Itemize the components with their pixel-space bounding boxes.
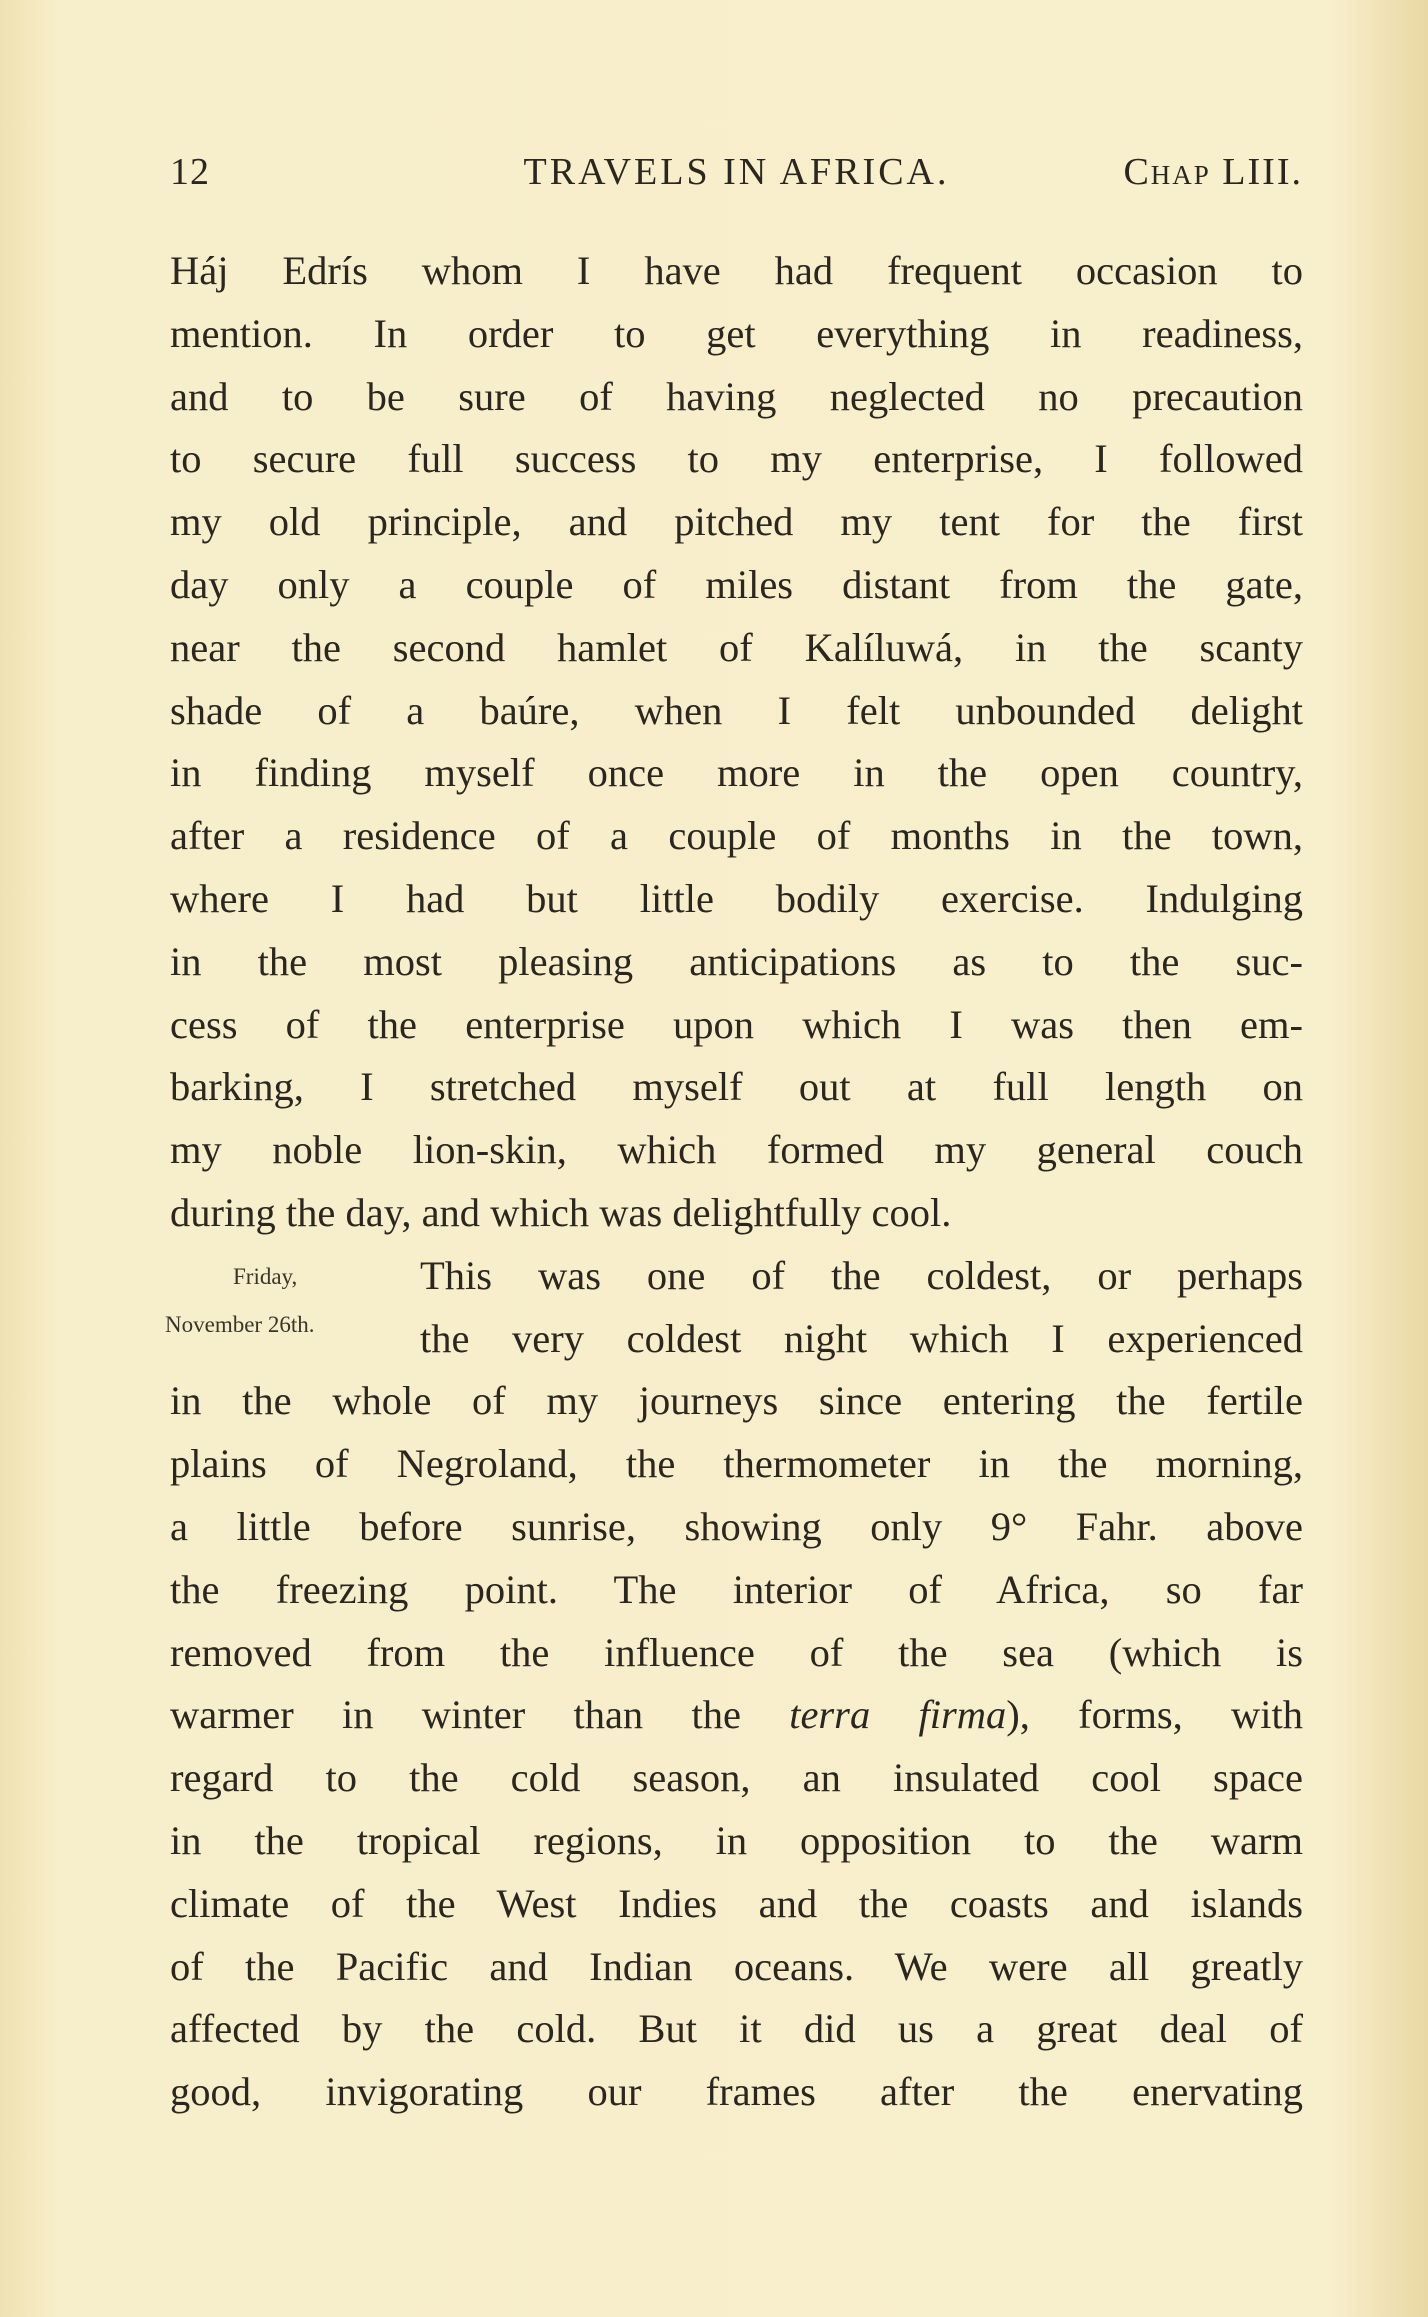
italic-phrase: terra firma [789, 1692, 1007, 1738]
text-line: of the Pacific and Indian oceans. We were all greatly [170, 1943, 1303, 1989]
text-line: a little before sunrise, showing only 9° Fahr. above [170, 1503, 1303, 1549]
text-line: the freezing point. The interior of Africa, so far [170, 1566, 1303, 1612]
running-header [170, 150, 1303, 200]
text-line: regard to the cold season, an insulated cool space [170, 1755, 1303, 1801]
text-line: in finding myself once more in the open country, [170, 750, 1303, 796]
text-line: and to be sure of having neglected no precaution [170, 373, 1303, 419]
text-line: where I had but little bodily exercise. Indulging [170, 875, 1303, 921]
text-line [170, 1684, 1303, 1747]
text-segment: ), forms, with [1006, 1692, 1303, 1738]
text-line: shade of a baúre, when I felt unbounded delight [170, 687, 1303, 733]
text-line: day only a couple of miles distant from the gate, [170, 561, 1303, 607]
text-line: my old principle, and pitched my tent for the first [170, 499, 1303, 545]
chapter-label: Chap LIII. [1123, 151, 1303, 193]
sidenote-date: November 26th. [165, 1312, 315, 1337]
text-line: my noble lion-skin, which formed my general couch [170, 1127, 1303, 1173]
text-line: barking, I stretched myself out at full length on [170, 1064, 1303, 1110]
text-line: This was one of the coldest, or perhaps [420, 1252, 1303, 1298]
page-number: 12 [170, 151, 210, 193]
text-segment: warmer in winter than the [170, 1692, 790, 1738]
text-line: cess of the enterprise upon which I was then em- [170, 1001, 1303, 1047]
text-line: in the tropical regions, in opposition to the warm [170, 1817, 1303, 1863]
body-text [170, 240, 1303, 2124]
text-line: to secure full success to my enterprise, I followed [170, 436, 1303, 482]
text-line: climate of the West Indies and the coasts and islands [170, 1880, 1303, 1926]
text-line: affected by the cold. But it did us a great deal of [170, 2006, 1303, 2052]
text-line: good, invigorating our frames after the enervating [170, 2069, 1303, 2115]
running-title: TRAVELS IN AFRICA. [523, 151, 950, 193]
text-line: after a residence of a couple of months in the town, [170, 813, 1303, 859]
text-line: near the second hamlet of Kalíluwá, in the scanty [170, 624, 1303, 670]
sidenote-day: Friday, [233, 1264, 298, 1289]
text-line: plains of Negroland, the thermometer in the morning, [170, 1441, 1303, 1487]
text-line: in the most pleasing anticipations as to the suc- [170, 938, 1303, 984]
text-line: mention. In order to get everything in readiness, [170, 310, 1303, 356]
text-line: in the whole of my journeys since entering the fertile [170, 1378, 1303, 1424]
text-line: removed from the influence of the sea (which is [170, 1629, 1303, 1675]
text-line: the very coldest night which I experienced [420, 1315, 1303, 1361]
text-line: Háj Edrís whom I have had frequent occasion to [170, 248, 1303, 293]
text-line: during the day, and which was delightfully cool. [170, 1189, 952, 1235]
